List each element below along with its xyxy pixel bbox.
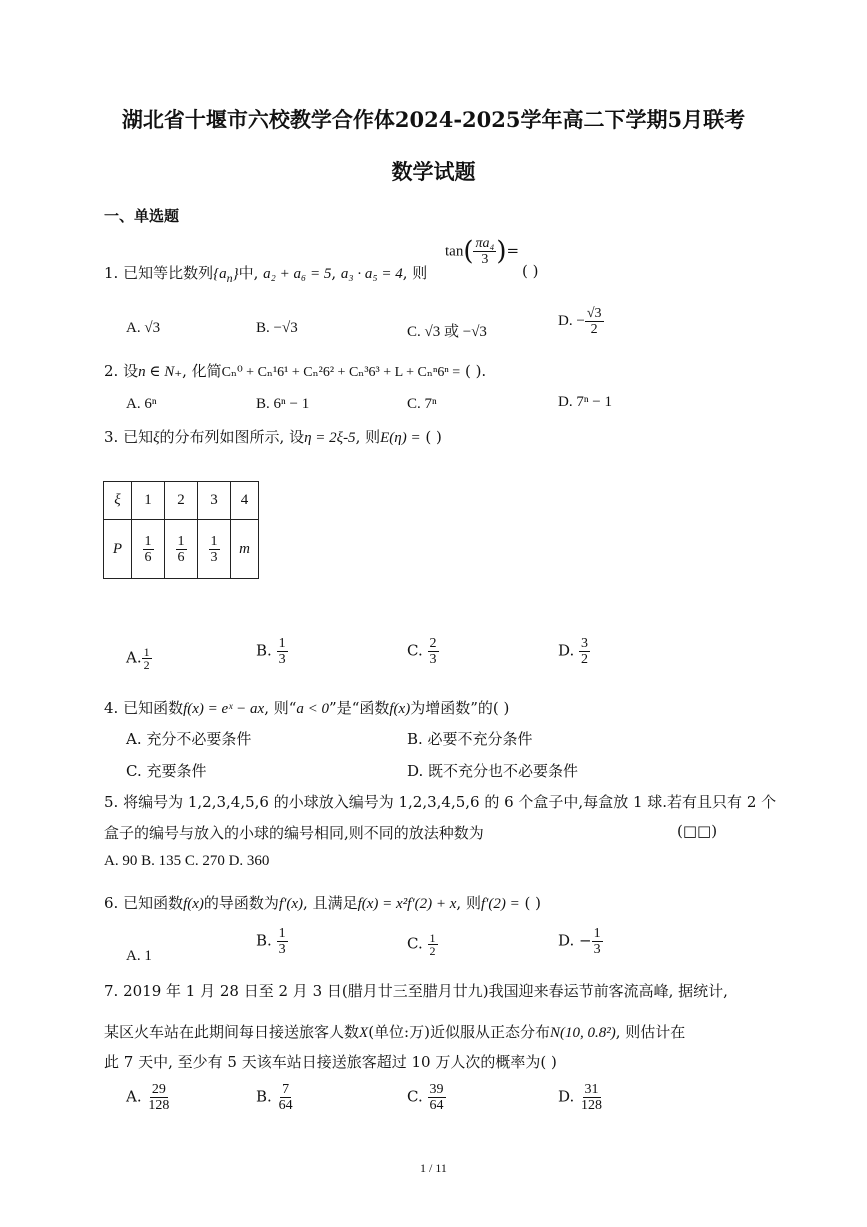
q4-option-b[interactable]: B. 必要不充分条件	[407, 730, 533, 748]
q1-option-a[interactable]: A. √3	[126, 320, 161, 336]
q2-option-d[interactable]: D. 7ⁿ − 1	[558, 394, 613, 410]
q1-cond-2: a₃ · a₅ = 4	[340, 266, 403, 282]
document-subtitle: 数学试题	[391, 159, 476, 184]
question-5-line-2: 盒子的编号与放入的小球的编号相同,则不同的放法种数为	[104, 824, 484, 842]
document-title: 湖北省十堰市六校教学合作体2024-2025学年高二下学期5月联考	[121, 107, 746, 132]
q1-option-d[interactable]: D. − $\frac{√3}{2}$	[558, 306, 602, 337]
q1-text-a: 1. 已知等比数列	[104, 264, 214, 282]
q1-option-c[interactable]: C. √3 或 −√3	[407, 324, 487, 340]
q3-eta: η = 2ξ-5	[304, 430, 356, 446]
q2-answer-paren: ( ).	[464, 362, 487, 380]
question-3-stem: 3. 已知ξ的分布列如图所示, 设η = 2ξ-5, 则E(η) = ( )	[104, 428, 442, 446]
q6-option-c[interactable]: C. $\frac{1}{2}$	[407, 931, 436, 958]
q3-option-b[interactable]: B. $\frac{1}{3}$	[256, 636, 286, 667]
table-cell: m	[231, 520, 259, 579]
table-cell: 2	[165, 482, 198, 520]
q1-expression: tan( $\frac{\text{πa₄}}{3}$ )=	[445, 236, 520, 267]
table-cell: $\frac{1}{3}$	[198, 520, 231, 579]
q7-option-c[interactable]: C. $\frac{39}{64}$	[407, 1082, 444, 1113]
q6-equation: f(x) = x²f′(2) + x	[357, 896, 457, 912]
table-cell: 3	[198, 482, 231, 520]
table-row	[104, 482, 259, 520]
q1-tan: tan	[445, 243, 464, 260]
question-7-line-2: 某区火车站在此期间每日接送旅客人数X(单位:万)近似服从正态分布N(10, 0.8²), 则估计在	[104, 1023, 686, 1041]
q1-text-c: , 则	[402, 264, 428, 282]
q3-option-c[interactable]: C. $\frac{2}{3}$	[407, 636, 437, 667]
q3-option-d[interactable]: D. $\frac{3}{2}$	[558, 636, 589, 667]
q4-condition: a < 0	[296, 701, 330, 717]
table-row	[104, 520, 259, 579]
q1-text-b: 中,	[238, 264, 259, 282]
distribution-table	[103, 481, 259, 579]
q4-function: f(x) = eˣ − ax	[183, 701, 265, 717]
question-4-stem: 4. 已知函数f(x) = eˣ − ax, 则“a < 0”是“函数f(x)为增函数”的( )	[104, 699, 510, 717]
q3-option-a[interactable]: A. $\frac{1}{2}$	[126, 645, 150, 672]
section-heading: 一、单选题	[104, 207, 180, 225]
table-cell: $\frac{1}{6}$	[132, 520, 165, 579]
q5-answer-paren: (□□)	[677, 822, 718, 840]
q1-cond-1: a₂ + a₆ = 5	[263, 266, 332, 282]
question-6-stem: 6. 已知函数f(x)的导函数为f′(x), 且满足f(x) = x²f′(2) + x, 则f′(2) = ( )	[104, 894, 542, 912]
q1-option-b[interactable]: B. −√3	[256, 320, 298, 336]
q1-sequence: $\{a_n\}$	[213, 266, 239, 285]
q7-option-a[interactable]: A. $\frac{29}{128}$	[126, 1082, 170, 1113]
q2-condition: n ∈ N₊	[138, 364, 183, 380]
table-cell: 1	[132, 482, 165, 520]
q1-answer-paren: ( )	[522, 262, 539, 280]
q4-option-d[interactable]: D. 既不充分也不必要条件	[407, 762, 579, 780]
q3-expectation: E(η) =	[380, 430, 421, 446]
q6-option-d[interactable]: D. − $\frac{1}{3}$	[558, 926, 601, 957]
question-1-stem: 1. 已知等比数列$\{a_n\}$中, a₂ + a₆ = 5, a₃ · a₅ = 4, 则	[104, 264, 428, 285]
q6-option-b[interactable]: B. $\frac{1}{3}$	[256, 926, 286, 957]
question-2-stem: 2. 设n ∈ N₊, 化简Cₙ⁰ + Cₙ¹6¹ + Cₙ²6² + Cₙ³6³ + L + Cₙⁿ6ⁿ = ( ).	[104, 362, 487, 380]
q4-option-c[interactable]: C. 充要条件	[126, 762, 207, 780]
q2-option-a[interactable]: A. 6ⁿ	[126, 396, 157, 412]
table-cell: P	[104, 520, 132, 579]
q2-expression: Cₙ⁰ + Cₙ¹6¹ + Cₙ²6² + Cₙ³6³ + L + Cₙⁿ6ⁿ =	[221, 365, 461, 380]
q5-options[interactable]: A. 90 B. 135 C. 270 D. 360	[104, 853, 270, 869]
q1-fraction: $\frac{\text{πa₄}}{3}$	[475, 236, 495, 267]
table-cell: 4	[231, 482, 259, 520]
q7-option-b[interactable]: B. $\frac{7}{64}$	[256, 1082, 293, 1113]
question-7-line-1: 7. 2019 年 1 月 28 日至 2 月 3 日(腊月廿三至腊月廿九)我国迎来春运节前客流高峰, 据统计,	[104, 982, 728, 1000]
q7-option-d[interactable]: D. $\frac{31}{128}$	[558, 1082, 603, 1113]
q6-option-a[interactable]: A. 1	[126, 948, 152, 964]
table-cell: ξ	[104, 482, 132, 520]
q7-normal-distribution: N(10, 0.8²)	[549, 1025, 616, 1041]
q4-option-a[interactable]: A. 充分不必要条件	[126, 730, 252, 748]
page-number: 1 / 11	[420, 1161, 447, 1175]
question-7-line-3: 此 7 天中, 至少有 5 天该车站日接送旅客超过 10 万人次的概率为( )	[104, 1053, 557, 1071]
question-5-line-1: 5. 将编号为 1,2,3,4,5,6 的小球放入编号为 1,2,3,4,5,6 的 6 个盒子中,每盒放 1 球.若有且只有 2 个	[104, 793, 777, 811]
q2-option-b[interactable]: B. 6ⁿ − 1	[256, 396, 310, 412]
q2-option-c[interactable]: C. 7ⁿ	[407, 396, 437, 412]
table-cell: $\frac{1}{6}$	[165, 520, 198, 579]
